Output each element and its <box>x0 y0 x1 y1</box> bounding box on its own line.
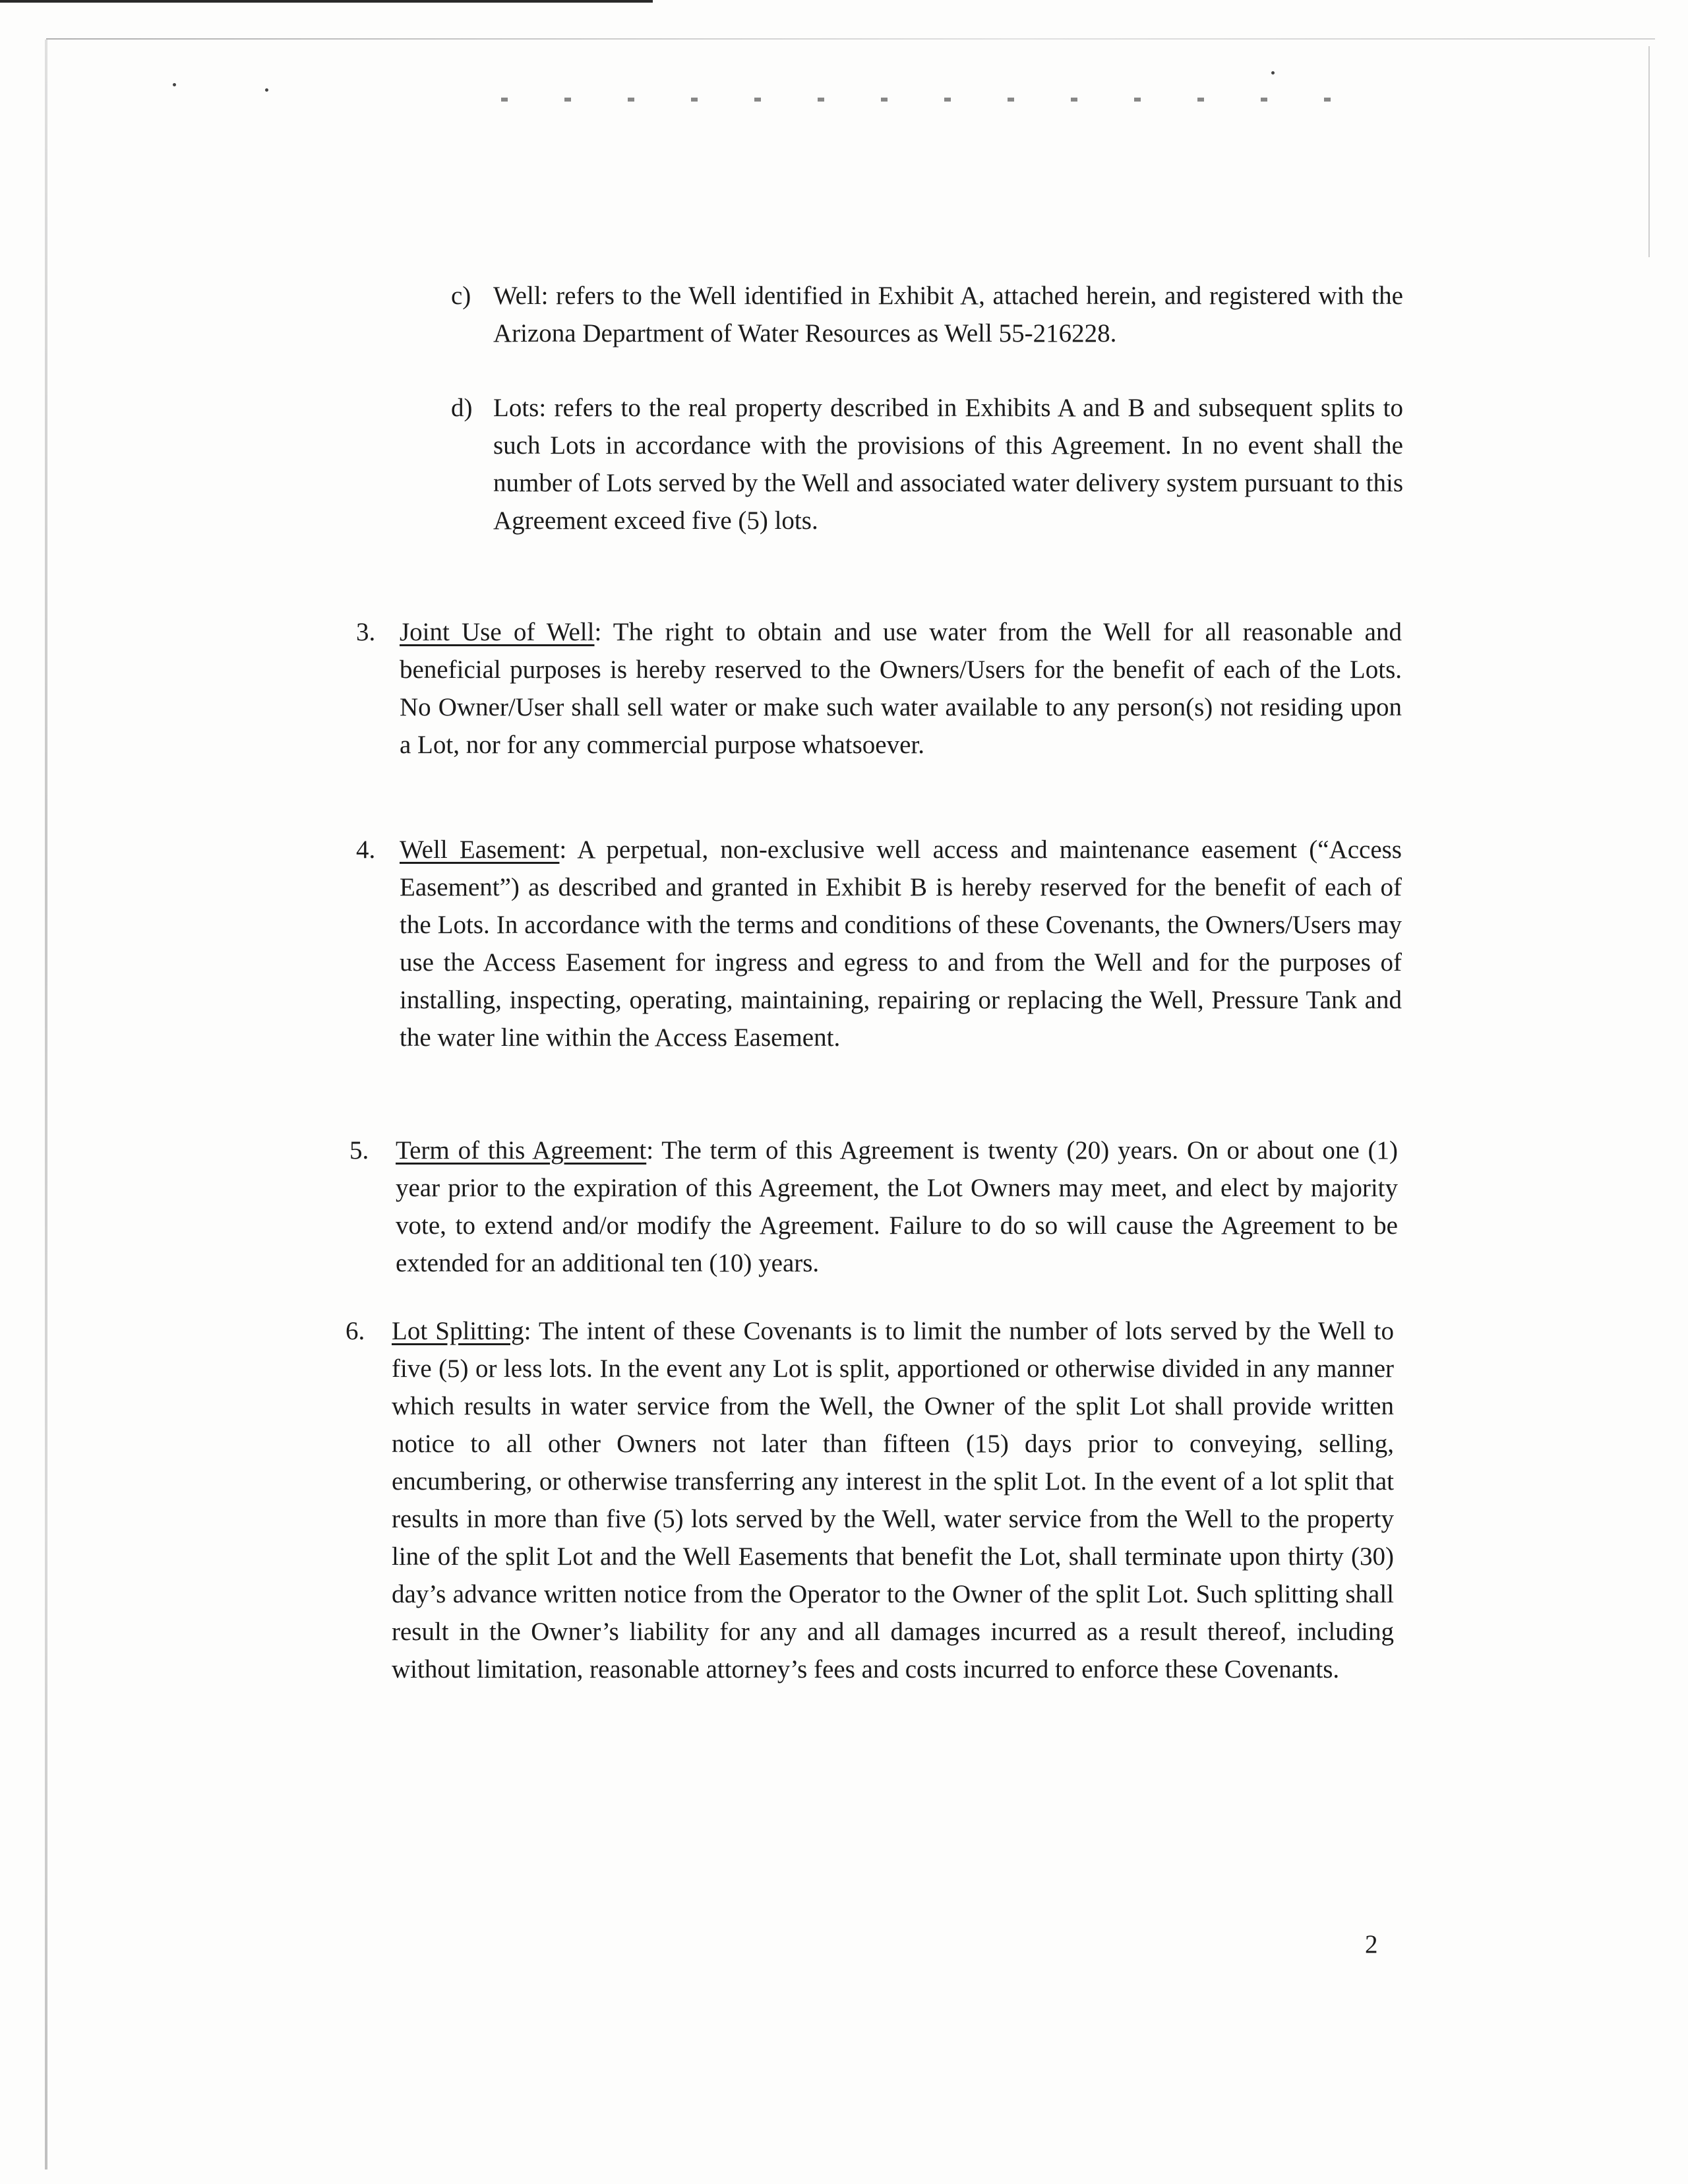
scan-speck <box>265 88 268 92</box>
section-body: : The intent of these Covenants is to limit the number of lots served by the Well to five (5) or less lots. In the event any Lot is split, apportioned or otherwise divided in any manner which results in water service from the Well, the Owner of the split Lot shall provide written notice to all other Owners not later than fifteen (15) days prior to conveying, selling, encumbering, or otherwise transferring any interest in the split Lot. In the event of a lot split that results in more than five (5) lots served by the Well, water service from the Well to the property line of the split Lot and the Well Easements that benefit the Lot, shall terminate upon thirty (30) day’s advance written notice from the Operator to the Owner of the split Lot. Such splitting shall result in the Owner’s liability for any and all damages incurred as a result thereof, including without limitation, reasonable attorney’s fees and costs incurred to enforce these Covenants. <box>392 1317 1394 1684</box>
section-body: : The right to obtain and use water from the Well for all reasonable and beneficial purposes is hereby reserved to the Owners/Users for the benefit of each of the Lots. No Owner/User shall sell water or make such water available to any person(s) not residing upon a Lot, nor for any commercial purpose whatsoever. <box>400 618 1402 759</box>
section-well-easement <box>400 831 1402 1056</box>
list-marker-d: d) <box>451 394 473 422</box>
section-heading: Lot Splitting <box>392 1317 524 1345</box>
section-term-of-agreement <box>396 1132 1398 1282</box>
section-heading: Term of this Agreement <box>396 1136 647 1165</box>
scan-edge-line <box>46 38 1655 40</box>
section-lot-splitting <box>392 1312 1394 1688</box>
section-body: : A perpetual, non-exclusive well access and maintenance easement (“Access Easement”) as described and granted in Exhibit B is hereby reserved for the benefit of each of the Lots. In accordance with the terms and conditions of these Covenants, the Owners/Users may use the Access Easement for ingress and egress to and from the Well and for the purposes of installing, inspecting, operating, maintaining, repairing or replacing the Well, Pressure Tank and the water line within the Access Easement. <box>400 835 1402 1052</box>
scan-dash-row <box>501 98 1385 102</box>
section-heading: Joint Use of Well <box>400 618 595 646</box>
section-number: 4. <box>356 835 376 864</box>
list-item-lots: Lots: refers to the real property described in Exhibits A and B and subsequent splits to such Lots in accordance with the provisions of this Agreement. In no event shall the number of Lots served by the Well and associated water delivery system pursuant to this Agreement exceed five (5) lots. <box>493 394 1403 535</box>
page-number: 2 <box>1365 1930 1378 1958</box>
section-number: 6. <box>346 1317 365 1345</box>
section-number: 5. <box>349 1136 369 1165</box>
section-body: : The term of this Agreement is twenty (20) years. On or about one (1) year prior to the expiration of this Agreement, the Lot Owners may meet, and elect by majority vote, to extend and/or modify the Agreement. Failure to do so will cause the Agreement to be extended for an additional ten (10) years. <box>396 1136 1399 1277</box>
scan-speck <box>173 83 176 86</box>
section-heading: Well Easement <box>400 835 560 864</box>
section-joint-use-of-well <box>400 613 1402 764</box>
section-number: 3. <box>356 618 376 646</box>
scan-edge-right <box>1648 46 1650 257</box>
scan-edge-top <box>0 0 653 3</box>
list-marker-c: c) <box>451 282 471 310</box>
scan-speck <box>1271 71 1275 75</box>
list-item-well: Well: refers to the Well identified in Exhibit A, attached herein, and registered with the Arizona Department of Water Resources as Well 55-216228. <box>493 282 1403 348</box>
scan-edge-left <box>45 40 47 2169</box>
